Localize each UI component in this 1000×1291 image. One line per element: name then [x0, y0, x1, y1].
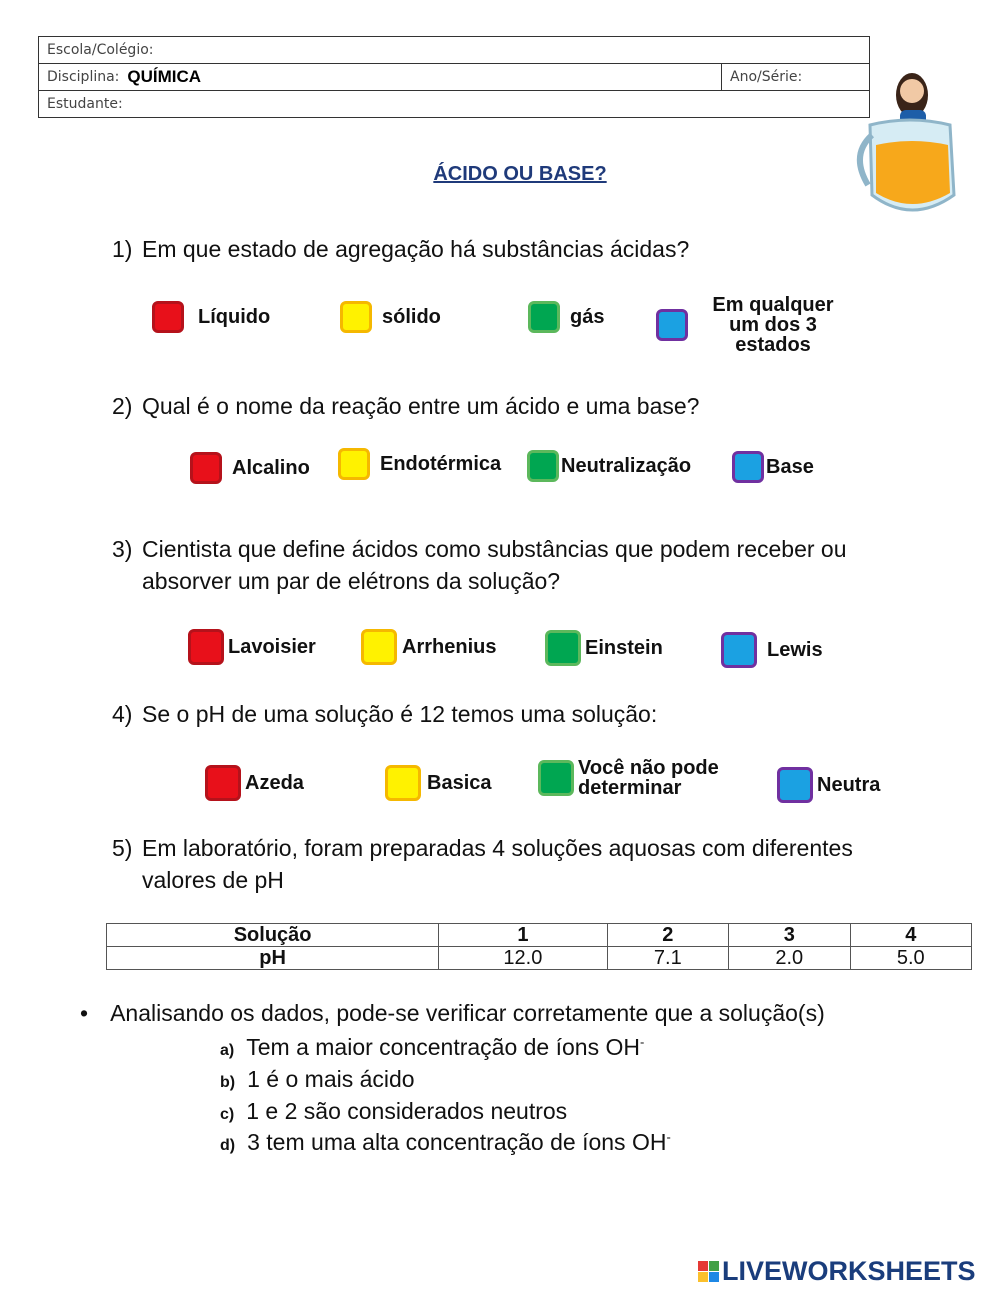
subject-label: Disciplina:: [47, 69, 120, 85]
table-cell: 12.0: [439, 947, 607, 970]
option-einstein[interactable]: [545, 630, 663, 666]
table-cell: 1: [439, 924, 607, 947]
option-solido[interactable]: [340, 301, 441, 333]
red-answer-box[interactable]: [205, 765, 241, 801]
question-number: 1): [112, 236, 133, 262]
table-cell: 4: [850, 924, 971, 947]
superscript: -: [666, 1129, 671, 1145]
analysis-prompt: [80, 1000, 825, 1027]
red-answer-box[interactable]: [188, 629, 224, 665]
option-label: gás: [570, 305, 605, 328]
blue-answer-box[interactable]: [777, 767, 813, 803]
option-label: Einstein: [585, 636, 663, 659]
choice-text: 1 e 2 são considerados neutros: [246, 1098, 568, 1124]
table-cell: 2.0: [729, 947, 850, 970]
table-cell: 5.0: [850, 947, 971, 970]
option-label: Arrhenius: [402, 635, 497, 658]
question-text: Em que estado de agregação há substâncias ácidas?: [142, 236, 690, 262]
option-label: Neutra: [817, 773, 881, 796]
table-cell: Solução: [107, 924, 439, 947]
option-label: Você não pode determinar: [578, 757, 719, 799]
choice-a[interactable]: [220, 1034, 644, 1061]
option-label: Basica: [427, 771, 492, 794]
question-text: Cientista que define ácidos como substâncias que podem receber ou absorver um par de elétrons da solução?: [142, 536, 847, 594]
liveworksheets-logo: [698, 1256, 976, 1287]
option-label: Em qualquer um dos 3 estados: [712, 294, 834, 356]
table-cell: 2: [607, 924, 728, 947]
green-answer-box[interactable]: [527, 450, 559, 482]
analysis-text: Analisando os dados, pode-se verificar corretamente que a solução(s): [110, 1000, 825, 1026]
option-basica[interactable]: [385, 765, 492, 801]
question-text: Qual é o nome da reação entre um ácido e uma base?: [142, 393, 700, 419]
table-cell: 7.1: [607, 947, 728, 970]
question-number: 3): [112, 536, 133, 562]
question-number: 4): [112, 701, 133, 727]
option-label: Endotérmica: [380, 452, 502, 475]
green-answer-box[interactable]: [545, 630, 581, 666]
subject: QUÍMICA: [127, 67, 202, 86]
question-number: 5): [112, 835, 133, 861]
question-5: [112, 832, 872, 896]
choice-c[interactable]: [220, 1098, 567, 1125]
option-endotermica[interactable]: [338, 448, 501, 480]
question-text: Em laboratório, foram preparadas 4 soluções aquosas com diferentes valores de pH: [142, 835, 853, 893]
blue-answer-box[interactable]: [732, 451, 764, 483]
table-cell: 3: [729, 924, 850, 947]
logo-icon: [698, 1261, 719, 1282]
logo-text: LIVEWORKSHEETS: [722, 1256, 976, 1286]
question-2: [112, 390, 699, 422]
question-4: [112, 698, 657, 730]
question-number: 2): [112, 393, 133, 419]
option-label: Líquido: [198, 305, 271, 328]
option-neutra[interactable]: [777, 767, 880, 803]
worksheet-title: ÁCIDO OU BASE?: [433, 163, 607, 185]
option-label: Alcalino: [232, 456, 310, 479]
option-nao-pode[interactable]: [538, 758, 748, 798]
option-azeda[interactable]: [205, 765, 304, 801]
option-lewis[interactable]: [721, 632, 823, 668]
option-liquido[interactable]: [152, 301, 270, 333]
option-lavoisier[interactable]: [188, 629, 316, 665]
yellow-answer-box[interactable]: [340, 301, 372, 333]
green-answer-box[interactable]: [538, 760, 574, 796]
yellow-answer-box[interactable]: [385, 765, 421, 801]
red-answer-box[interactable]: [152, 301, 184, 333]
question-text: Se o pH de uma solução é 12 temos uma solução:: [142, 701, 658, 727]
choice-b[interactable]: [220, 1066, 415, 1093]
option-label: Neutralização: [561, 454, 692, 477]
option-gas[interactable]: [528, 301, 604, 333]
option-label: Lavoisier: [228, 635, 316, 658]
option-base[interactable]: [732, 451, 814, 483]
option-label: Azeda: [245, 771, 304, 794]
year-label: Ano/Série:: [721, 64, 802, 90]
option-label: sólido: [382, 305, 441, 328]
student-label: Estudante:: [47, 96, 123, 112]
choice-letter: d): [220, 1137, 236, 1154]
yellow-answer-box[interactable]: [338, 448, 370, 480]
blue-answer-box[interactable]: [656, 309, 688, 341]
header-table: [38, 36, 870, 118]
superscript: -: [639, 1034, 645, 1050]
option-label: Base: [766, 455, 814, 478]
choice-letter: c): [220, 1106, 235, 1123]
choice-text: Tem a maior concentração de íons OH: [246, 1034, 640, 1060]
choice-text: 3 tem uma alta concentração de íons OH: [247, 1129, 667, 1155]
question-3: [112, 533, 942, 597]
question-1: [112, 233, 689, 265]
choice-letter: b): [220, 1074, 236, 1091]
choice-text: 1 é o mais ácido: [247, 1066, 415, 1092]
school-label: Escola/Colégio:: [47, 42, 154, 58]
choice-d[interactable]: [220, 1129, 671, 1156]
bullet: •: [80, 1000, 89, 1026]
table-header-row: [107, 924, 972, 947]
table-cell: pH: [107, 947, 439, 970]
option-alcalino[interactable]: [190, 452, 310, 484]
option-qualquer[interactable]: [656, 295, 848, 355]
green-answer-box[interactable]: [528, 301, 560, 333]
ph-table: [106, 923, 972, 970]
blue-answer-box[interactable]: [721, 632, 757, 668]
option-arrhenius[interactable]: [361, 629, 496, 665]
red-answer-box[interactable]: [190, 452, 222, 484]
yellow-answer-box[interactable]: [361, 629, 397, 665]
choice-letter: a): [220, 1042, 235, 1059]
pitcher-avatar-image: [850, 55, 965, 220]
table-row: [107, 947, 972, 970]
option-neutralizacao[interactable]: [527, 450, 691, 482]
option-label: Lewis: [767, 638, 823, 661]
